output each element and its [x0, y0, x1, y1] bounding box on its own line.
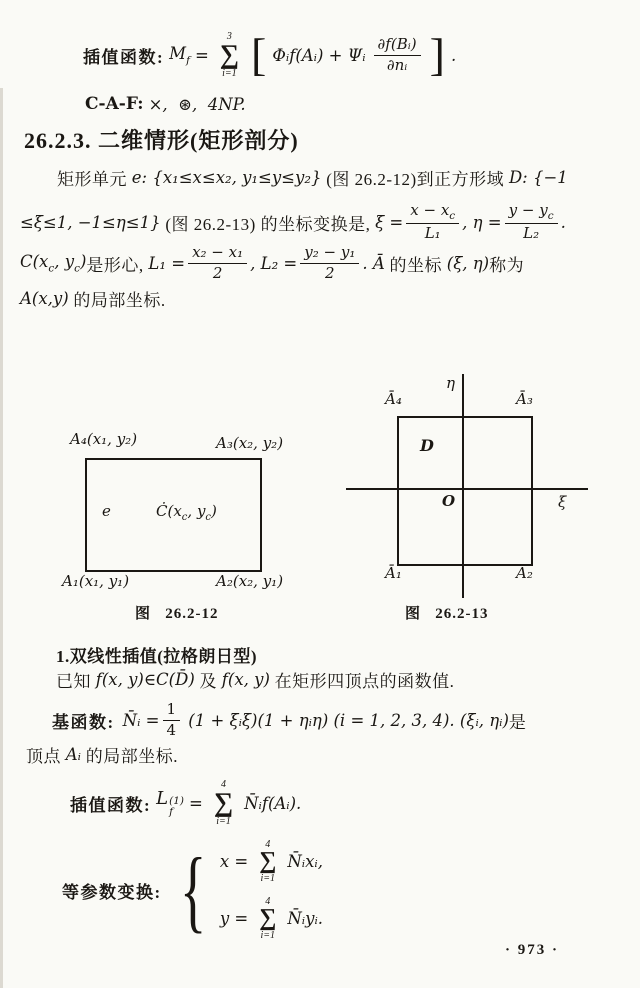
- known-line: [56, 666, 454, 692]
- math-rhs: N̄ᵢyᵢ.: [287, 908, 324, 928]
- left-brace: {: [179, 838, 207, 941]
- subsection-heading: 1.双线性插值(拉格朗日型): [56, 647, 258, 666]
- paragraph-line-4: [20, 286, 166, 310]
- centroid-label: $Ċ(x_c$, $y_c$): [156, 502, 217, 523]
- formula-label: 基函数:: [52, 712, 115, 732]
- equals-sign: =: [189, 793, 203, 813]
- equation-x: [220, 839, 323, 884]
- math-segment: f(x, y): [221, 669, 270, 689]
- eta-axis-label: η: [446, 374, 455, 392]
- math-segment: , η =: [462, 212, 502, 232]
- period: .: [450, 45, 457, 65]
- math-segment: (1 + ξᵢξ)(1 + ηᵢη) (i = 1, 2, 3, 4). (ξᵢ, ηᵢ): [183, 710, 509, 730]
- text-segment: 在矩形四顶点的函数值.: [269, 671, 455, 691]
- vertex-label-A2bar: Ā₂: [516, 564, 533, 582]
- text-segment: 及: [194, 671, 222, 691]
- text-segment: 顶点: [26, 746, 66, 766]
- equation-y: [220, 896, 323, 941]
- math-segment: D: {−1: [508, 167, 568, 187]
- math-term: Φᵢf(Aᵢ) + Ψᵢ: [272, 45, 366, 65]
- origin-label: O: [442, 492, 456, 510]
- math-segment: $C(x_c$, $y_c$): [20, 251, 87, 275]
- formula-bilinear-interpolation: [70, 772, 301, 834]
- vertex-label-A3: A₃(x₂, y₂): [216, 434, 284, 452]
- right-bracket: ]: [429, 29, 445, 81]
- figure-26-2-12: [58, 428, 333, 608]
- summation-symbol: 4 ∑ i=1: [259, 839, 277, 884]
- summation-symbol: 4 ∑ i=1: [259, 896, 277, 941]
- math-lhs: L (1) f: [156, 787, 184, 818]
- scan-edge-artifact: [0, 88, 3, 988]
- formula-basis-function: [52, 698, 526, 742]
- formula-label: 等参数变换:: [62, 882, 162, 902]
- math-segment: ξ =: [375, 212, 404, 232]
- text-segment: 的局部坐标.: [81, 746, 178, 766]
- vertex-label-A1: A₁(x₁, y₁): [62, 572, 130, 590]
- paragraph-line-3: [20, 240, 524, 286]
- math-lhs: x =: [219, 852, 249, 872]
- equation-system: [220, 839, 323, 941]
- vertex-label-A2: A₂(x₂, y₁): [216, 572, 284, 590]
- formula-label: 插值函数:: [83, 47, 165, 67]
- math-segment: Aᵢ: [65, 744, 81, 764]
- math-lhs: y =: [219, 908, 249, 928]
- fraction-eta: $\frac{y - y_c}{\text{L₂}}$: [505, 202, 558, 242]
- math-segment: f(x, y)∈C(D̄): [95, 669, 195, 689]
- fraction-quarter: $\frac{1}{4}$: [163, 701, 181, 739]
- text-segment: 已知: [56, 671, 96, 691]
- math-rhs: N̄ᵢxᵢ,: [287, 852, 323, 872]
- text-segment: 的坐标: [384, 255, 447, 275]
- summation-symbol: 4 ∑ i=1: [213, 779, 234, 827]
- text-segment: 是形心,: [86, 255, 149, 275]
- caf-line: [85, 92, 246, 116]
- math-lhs: N̄ᵢ =: [122, 710, 160, 730]
- basis-continuation-line: [26, 742, 178, 766]
- square-domain: [397, 416, 533, 566]
- formula-isoparametric-transform: [62, 838, 323, 942]
- vertex-label-A3bar: Ā₃: [516, 390, 533, 408]
- text-segment: (图 26.2-13) 的坐标变换是,: [160, 214, 376, 234]
- math-segment: . Ā: [362, 253, 385, 273]
- fraction-L2: $\frac{\text{y₂ − y₁}}{2}$: [300, 244, 359, 282]
- summation-symbol: 3 ∑ i=1: [219, 31, 240, 79]
- figure-26-2-13: [340, 372, 600, 602]
- caf-label: C-A-F:: [85, 94, 144, 114]
- math-rhs: N̄ᵢf(Aᵢ).: [244, 793, 302, 813]
- math-segment: , L₂ =: [250, 253, 298, 273]
- math-segment: L₁ =: [148, 253, 186, 273]
- element-label-e: e: [102, 502, 111, 520]
- domain-label-D: D: [420, 436, 434, 455]
- vertex-label-A4: A₄(x₁, y₂): [70, 430, 138, 448]
- paragraph-line-1: [57, 164, 568, 190]
- paragraph-line-2: [20, 198, 566, 246]
- text-segment: 矩形单元: [57, 169, 132, 189]
- formula-label: 插值函数:: [70, 795, 152, 815]
- formula-hermite-interpolation: [83, 22, 456, 88]
- equals-sign: =: [194, 45, 209, 65]
- vertex-label-A4bar: Ā₄: [385, 390, 402, 408]
- caption-fig-26-2-12: 图 26.2-12: [135, 606, 219, 622]
- text-segment: 是: [508, 712, 527, 732]
- math-segment: ≤ξ≤1, −1≤η≤1}: [20, 212, 161, 232]
- text-segment: (图 26.2-12)到正方形域: [321, 169, 509, 189]
- page-number: · 973 ·: [505, 942, 560, 958]
- text-segment: 的局部坐标.: [68, 290, 166, 310]
- fraction-L1: $\frac{\text{x₂ − x₁}}{2}$: [188, 244, 247, 282]
- math-segment: A(x,y): [20, 288, 69, 308]
- text-segment: 称为: [489, 255, 525, 275]
- fraction-xi: $\frac{x - x_c}{\text{L₁}}$: [406, 202, 459, 242]
- fraction-partial: $\frac{\text{∂f(Bᵢ)}}{\text{∂nᵢ}}$: [374, 36, 421, 74]
- math-segment: (ξ, η): [446, 253, 490, 273]
- left-bracket: [: [251, 29, 267, 81]
- math-lhs: $M_f$: [169, 43, 190, 67]
- caf-value: ×, ⊛, 4NP.: [148, 94, 246, 114]
- period: .: [560, 212, 566, 232]
- section-heading: 26.2.3. 二维情形(矩形剖分): [24, 128, 299, 153]
- math-segment: e: {x₁≤x≤x₂, y₁≤y≤y₂}: [131, 167, 322, 187]
- xi-axis-label: ξ: [558, 493, 567, 511]
- vertex-label-A1bar: Ā₁: [385, 564, 402, 582]
- caption-fig-26-2-13: 图 26.2-13: [405, 606, 489, 622]
